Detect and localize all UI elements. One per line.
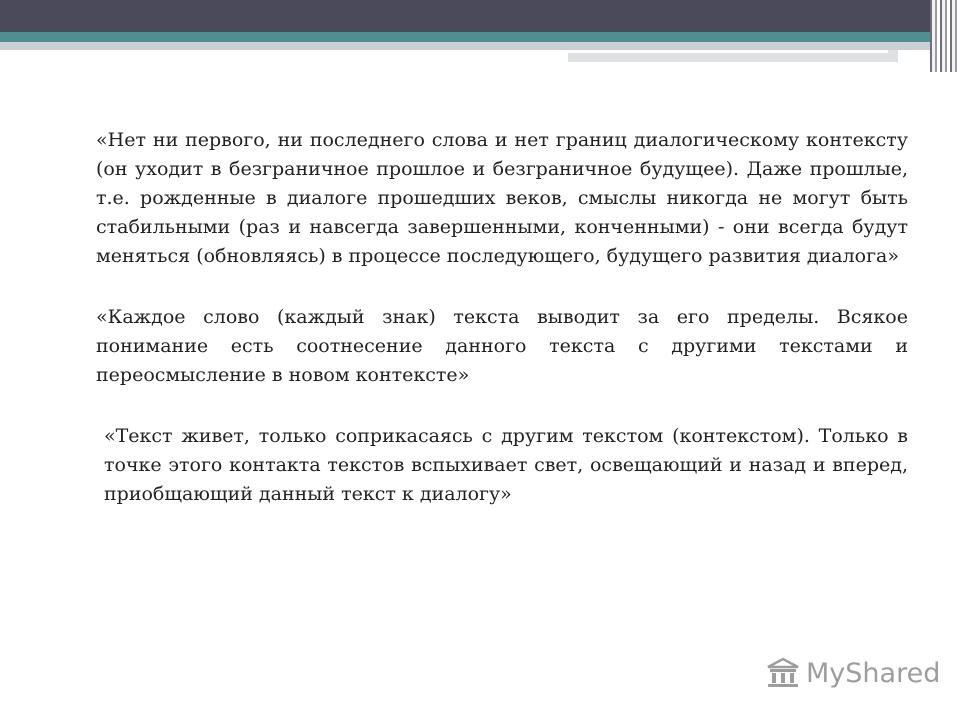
myshared-watermark — [766, 656, 940, 690]
teal-accent-band — [0, 32, 960, 42]
grey-decor-band — [0, 42, 930, 50]
library-building-icon — [766, 657, 800, 689]
watermark-text: MyShared — [806, 657, 941, 689]
quote-paragraph-2: «Каждое слово (каждый знак) текста выводит за его пределы. Всякое понимание есть соотнесение данного текста с другими текстами и переосмысление в новом контексте» — [96, 306, 908, 386]
quote-paragraph-3: «Текст живет, только соприкасаясь с другим текстом (контекстом). Только в точке этого контакта текстов вспыхивает свет, освещающий и назад и вперед, приобщающий данный текст к диалогу» — [104, 425, 908, 505]
decor-line — [568, 50, 888, 53]
decor-line-short — [775, 62, 885, 65]
corner-stripes — [930, 0, 960, 72]
top-decor-bar — [0, 0, 960, 32]
slide-body — [96, 126, 908, 541]
quote-paragraph-1: «Нет ни первого, ни последнего слова и нет границ диалогическому контексту (он уходит в безграничное прошлое и безграничное будущее). Даже прошлые, т.е. рожденные в диалоге прошедших веков, смыслы никогда не могут быть стабильными (раз и навсегда завершенными, конченными) - они всегда будут меняться (обновляясь) в процессе последующего, будущего развития диалога» — [96, 129, 908, 267]
